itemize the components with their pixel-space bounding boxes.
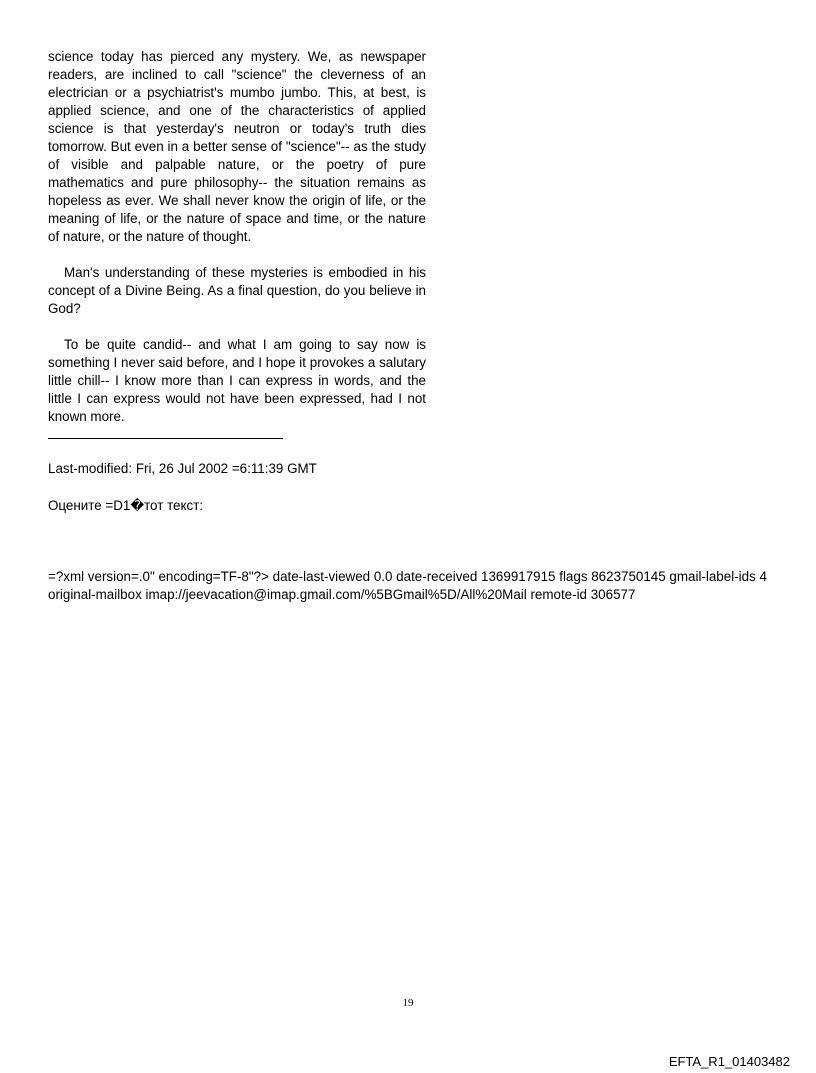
last-modified-line: Last-modified: Fri, 26 Jul 2002 =6:11:39 GMT [48, 461, 317, 476]
body-paragraph-1: science today has pierced any mystery. We, as newspaper readers, are inclined to call "science" the cleverness of an electrician or a psychiatrist's mumbo jumbo. This, at best, is applied science, and one of the characteristics of applied science is that yesterday's neutron or today's truth dies tomorrow. But even in a better sense of "science"-- as the study of visible and palpable nature, or the poetry of pure mathematics and pure philosophy-- the situation remains as hopeless as ever. We shall never know the origin of life, or the meaning of life, or the nature of space and time, or the nature of nature, or the nature of thought. [48, 49, 426, 244]
body-paragraph-3: To be quite candid-- and what I am going to say now is something I never said before, and I hope it provokes a salutary little chill-- I know more than I can express in words, and the little I can express would not have been expressed, had I not known more. [48, 337, 426, 424]
body-paragraph-2: Man's understanding of these mysteries is embodied in his concept of a Divine Being. As a final question, do you believe in God? [48, 265, 426, 316]
document-id: EFTA_R1_01403482 [668, 1054, 790, 1069]
rating-prompt: Оцените =D1�тот текст: [48, 498, 204, 513]
horizontal-divider [48, 438, 283, 439]
page-number: 19 [402, 997, 414, 1009]
xml-metadata-line: =?xml version=.0" encoding=TF-8"?> date-last-viewed 0.0 date-received 1369917915 flags 8623750145 gmail-label-ids 4 original-mailbox imap://jeevacation@imap.gmail.com/%5BGmail%5D/All%20Mail remote-id 306577 [48, 569, 767, 602]
article-body [48, 48, 426, 426]
